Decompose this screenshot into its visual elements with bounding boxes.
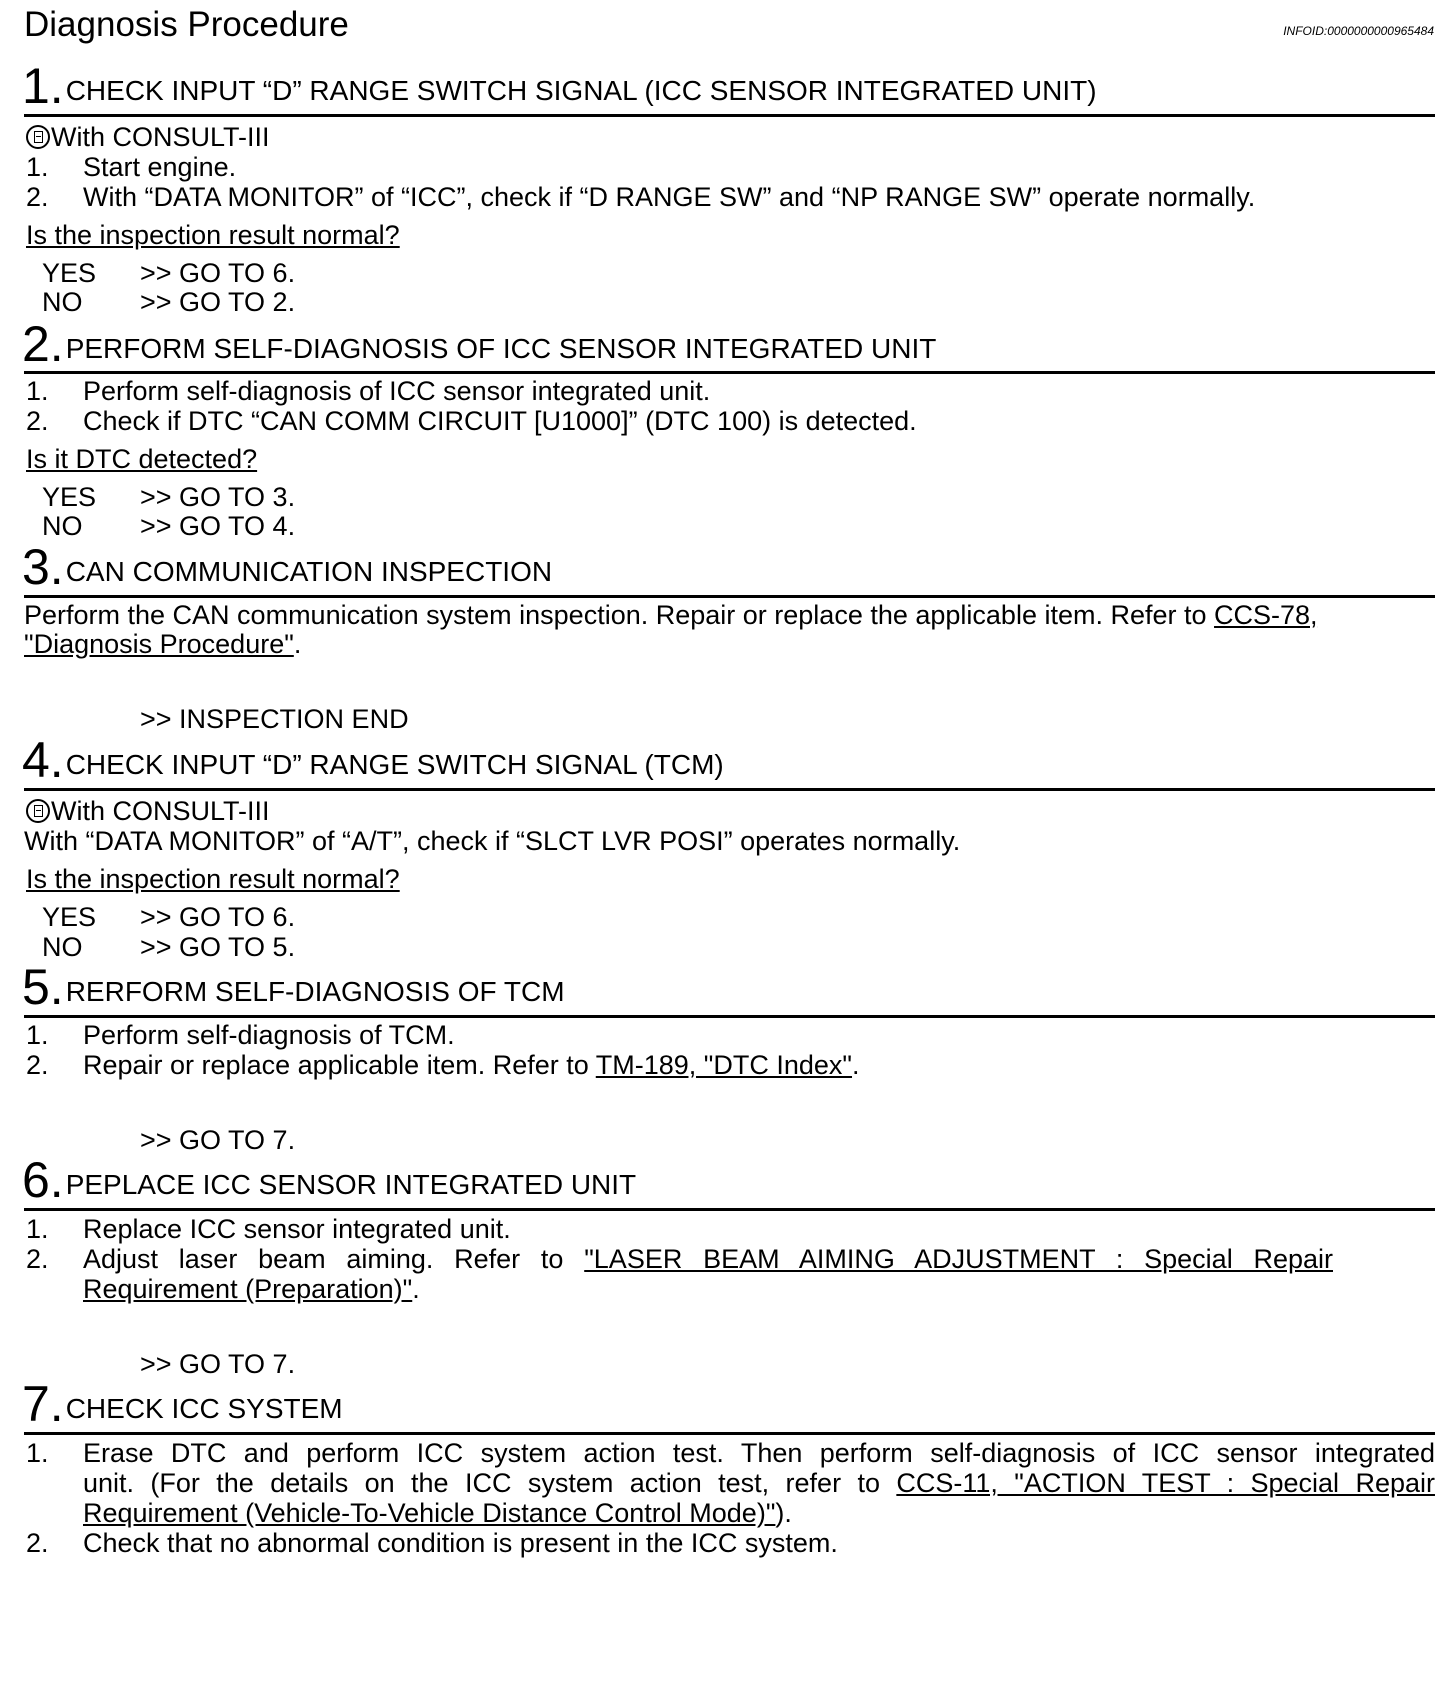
list-number: 2.	[26, 1244, 49, 1274]
item-text: Repair or replace applicable item. Refer to	[83, 1050, 596, 1080]
step-divider	[24, 788, 1435, 791]
reference-link[interactable]: "Diagnosis Procedure"	[24, 629, 294, 659]
reference-link[interactable]: Requirement (Vehicle-To-Vehicle Distance Control Mode)"	[83, 1498, 776, 1528]
go-to-step-7: >> GO TO 7.	[140, 1125, 296, 1155]
paragraph-text: Perform the CAN communication system inspection. Repair or replace the applicable item. Refer to	[24, 600, 1215, 630]
step-number: 1.	[22, 58, 64, 114]
step-2-heading	[22, 316, 937, 372]
punctuation: .	[852, 1050, 860, 1080]
consult-icon	[26, 799, 50, 823]
list-item-text: Perform self-diagnosis of TCM.	[83, 1020, 455, 1050]
data-monitor-text: With “DATA MONITOR” of “A/T”, check if “SLCT LVR POSI” operates normally.	[24, 826, 961, 856]
inspection-end: >> INSPECTION END	[140, 704, 409, 734]
answer-yes-action: >> GO TO 6.	[140, 902, 296, 932]
answer-yes: YES	[42, 902, 97, 932]
answer-no-action: >> GO TO 2.	[140, 287, 296, 317]
item-text: Adjust laser beam aiming. Refer to	[83, 1244, 585, 1274]
reference-link[interactable]: "LASER BEAM AIMING ADJUSTMENT : Special Repair	[584, 1244, 1333, 1274]
reference-link[interactable]: CCS-78,	[1214, 600, 1318, 630]
step-divider	[24, 1015, 1435, 1018]
step-number: 6.	[22, 1152, 64, 1208]
step-title: CHECK INPUT “D” RANGE SWITCH SIGNAL (TCM)	[65, 749, 724, 780]
list-number: 1.	[26, 1438, 49, 1468]
list-item-text-cont	[83, 1470, 1435, 1497]
consult-line	[26, 124, 270, 151]
reference-link[interactable]: CCS-11, "ACTION TEST : Special Repair	[896, 1468, 1435, 1498]
list-number: 1.	[26, 1214, 49, 1244]
list-number: 2.	[26, 1528, 49, 1558]
answer-no-action: >> GO TO 4.	[140, 511, 296, 541]
answer-no: NO	[42, 932, 83, 962]
step-title: RERFORM SELF-DIAGNOSIS OF TCM	[65, 976, 565, 1007]
consult-icon	[26, 125, 50, 149]
step-title: CAN COMMUNICATION INSPECTION	[65, 556, 553, 587]
info-id: INFOID:0000000000965484	[1283, 24, 1434, 38]
list-item-text: Erase DTC and perform ICC system action test. Then perform self-diagnosis of ICC sensor integrated	[83, 1438, 1435, 1468]
list-number: 2.	[26, 1050, 49, 1080]
step-number: 5.	[22, 959, 64, 1015]
list-item-text-cont	[83, 1500, 792, 1527]
consult-label: With CONSULT-III	[51, 122, 270, 152]
list-item-text	[83, 1246, 1333, 1273]
inspection-question: Is the inspection result normal?	[26, 864, 400, 894]
consult-line	[26, 798, 270, 825]
list-number: 1.	[26, 1020, 49, 1050]
step-title: CHECK ICC SYSTEM	[65, 1393, 343, 1424]
answer-no: NO	[42, 287, 83, 317]
list-item-text: Start engine.	[83, 152, 237, 182]
go-to-step-7: >> GO TO 7.	[140, 1349, 296, 1379]
step-title: PERFORM SELF-DIAGNOSIS OF ICC SENSOR INTEGRATED UNIT	[65, 333, 937, 364]
step-number: 7.	[22, 1376, 64, 1432]
list-number: 2.	[26, 182, 49, 212]
step-number: 2.	[22, 316, 64, 372]
step-1-heading	[22, 58, 1097, 114]
step-number: 4.	[22, 732, 64, 788]
step-3-heading	[22, 539, 553, 595]
step-4-heading	[22, 732, 724, 788]
answer-no-action: >> GO TO 5.	[140, 932, 296, 962]
list-number: 1.	[26, 376, 49, 406]
reference-link[interactable]: TM-189, "DTC Index"	[595, 1050, 853, 1080]
consult-label: With CONSULT-III	[51, 796, 270, 826]
answer-no: NO	[42, 511, 83, 541]
step-divider	[24, 1432, 1435, 1435]
list-item-text: Perform self-diagnosis of ICC sensor integrated unit.	[83, 376, 711, 406]
step-title: PEPLACE ICC SENSOR INTEGRATED UNIT	[65, 1169, 637, 1200]
step-divider	[24, 371, 1435, 374]
step-title: CHECK INPUT “D” RANGE SWITCH SIGNAL (ICC SENSOR INTEGRATED UNIT)	[65, 75, 1097, 106]
list-number: 2.	[26, 406, 49, 436]
answer-yes-action: >> GO TO 6.	[140, 258, 296, 288]
list-item-text	[83, 1052, 860, 1079]
can-inspection-text	[24, 602, 1318, 629]
step-divider	[24, 114, 1435, 117]
can-inspection-text-cont	[24, 631, 301, 658]
list-item-text: Check that no abnormal condition is present in the ICC system.	[83, 1528, 838, 1558]
page-title: Diagnosis Procedure	[24, 5, 349, 44]
list-item-text: Check if DTC “CAN COMM CIRCUIT [U1000]” (DTC 100) is detected.	[83, 406, 917, 436]
step-divider	[24, 595, 1435, 598]
step-7-heading	[22, 1376, 343, 1432]
step-5-heading	[22, 959, 565, 1015]
reference-link[interactable]: Requirement (Preparation)"	[83, 1274, 413, 1304]
answer-yes-action: >> GO TO 3.	[140, 482, 296, 512]
answer-yes: YES	[42, 482, 97, 512]
punctuation: .	[412, 1274, 420, 1304]
list-item-text: With “DATA MONITOR” of “ICC”, check if “D RANGE SW” and “NP RANGE SW” operate normally.	[83, 182, 1256, 212]
list-item-text-cont	[83, 1276, 420, 1303]
answer-yes: YES	[42, 258, 97, 288]
punctuation: ).	[775, 1498, 792, 1528]
step-6-heading	[22, 1152, 637, 1208]
item-text: unit. (For the details on the ICC system action test, refer to	[83, 1468, 897, 1498]
punctuation: .	[293, 629, 302, 659]
list-item-text: Replace ICC sensor integrated unit.	[83, 1214, 511, 1244]
step-number: 3.	[22, 539, 64, 595]
list-number: 1.	[26, 152, 49, 182]
dtc-question: Is it DTC detected?	[26, 444, 258, 474]
inspection-question: Is the inspection result normal?	[26, 220, 400, 250]
step-divider	[24, 1208, 1435, 1211]
